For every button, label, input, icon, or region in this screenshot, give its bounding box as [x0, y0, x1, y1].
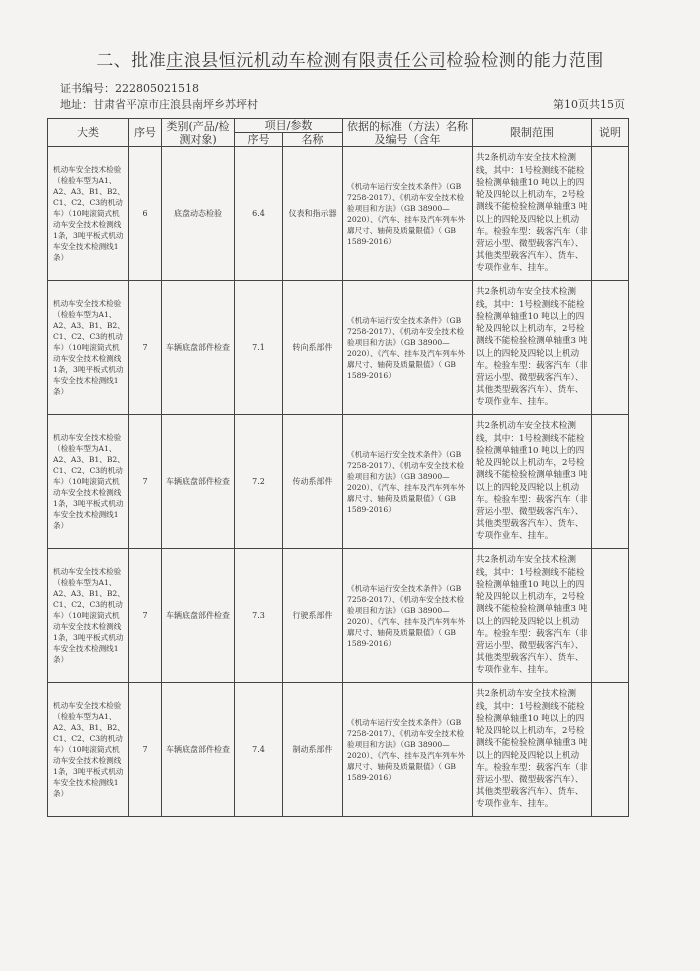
addr-value: 甘肃省平凉市庄浪县南坪乡苏坪村 [93, 98, 258, 111]
cell-type: 车辆底盘部件检查 [162, 415, 235, 549]
cell-seq: 7 [129, 415, 162, 549]
header-seq: 序号 [129, 119, 162, 147]
header-note: 说明 [592, 119, 629, 147]
title-org: 庄浪县恒沅机动车检测有限责任公司 [166, 51, 447, 71]
cell-code: 7.3 [235, 549, 283, 683]
cell-code: 6.4 [235, 147, 283, 281]
cell-note [592, 415, 629, 549]
cell-type: 车辆底盘部件检查 [162, 281, 235, 415]
header-category: 大类 [48, 119, 129, 147]
cell-limit: 共2条机动车安全技术检测线，其中：1号检测线不能检验检测单轴重10 吨以上的四轮及四轮以上机动车，2号检测线不能检验检测单轴重3 吨以上的四轮及四轮以上机动车。检验车型：载客汽车（非营运小型、微型载客汽车）、其他类型载客汽车）、货车、专项作业车、挂车。 [473, 683, 592, 817]
cell-code: 7.2 [235, 415, 283, 549]
cell-item: 传动系部件 [283, 415, 343, 549]
header-item-group: 项目/参数 [235, 119, 343, 133]
cell-standard: 《机动车运行安全技术条件》（GB 7258-2017）、《机动车安全技术检验项目和方法》（GB 38900—2020）、《汽车、挂车及汽车列车外廓尺寸、轴荷及质量限值》（ GB 1589-2016） [343, 549, 473, 683]
cell-category: 机动车安全技术检验（检验车型为A1、A2、A3、B1、B2、C1、C2、C3的机动车）（10吨滚筒式机动车安全技术检测线1条，3吨平板式机动车安全技术检测线1条） [48, 683, 129, 817]
page-title [0, 46, 700, 71]
table-row [48, 549, 629, 683]
cell-category: 机动车安全技术检验（检验车型为A1、A2、A3、B1、B2、C1、C2、C3的机动车）（10吨滚筒式机动车安全技术检测线1条，3吨平板式机动车安全技术检测线1条） [48, 415, 129, 549]
addr-label: 地址： [60, 98, 93, 111]
cell-category: 机动车安全技术检验（检验车型为A1、A2、A3、B1、B2、C1、C2、C3的机动车）（10吨滚筒式机动车安全技术检测线1条，3吨平板式机动车安全技术检测线1条） [48, 281, 129, 415]
cell-category: 机动车安全技术检验（检验车型为A1、A2、A3、B1、B2、C1、C2、C3的机动车）（10吨滚筒式机动车安全技术检测线1条，3吨平板式机动车安全技术检测线1条） [48, 147, 129, 281]
cell-limit: 共2条机动车安全技术检测线，其中：1号检测线不能检验检测单轴重10 吨以上的四轮及四轮以上机动车，2号检测线不能检验检测单轴重3 吨以上的四轮及四轮以上机动车。检验车型：载客汽车（非营运小型、微型载客汽车）、其他类型载客汽车）、货车、专项作业车、挂车。 [473, 415, 592, 549]
table-row [48, 281, 629, 415]
cell-standard: 《机动车运行安全技术条件》（GB 7258-2017）、《机动车安全技术检验项目和方法》（GB 38900—2020）、《汽车、挂车及汽车列车外廓尺寸、轴荷及质量限值》（ GB 1589-2016） [343, 281, 473, 415]
cell-code: 7.1 [235, 281, 283, 415]
table-row [48, 415, 629, 549]
cell-item: 行驶系部件 [283, 549, 343, 683]
table-row [48, 683, 629, 817]
cell-standard: 《机动车运行安全技术条件》（GB 7258-2017）、《机动车安全技术检验项目和方法》（GB 38900—2020）、《汽车、挂车及汽车列车外廓尺寸、轴荷及质量限值》（ GB 1589-2016） [343, 683, 473, 817]
cell-item: 转向系部件 [283, 281, 343, 415]
cell-type: 车辆底盘部件检查 [162, 683, 235, 817]
scope-table [47, 118, 629, 817]
page-number: 第10页共15页 [553, 98, 625, 111]
cell-seq: 7 [129, 281, 162, 415]
cell-standard: 《机动车运行安全技术条件》（GB 7258-2017）、《机动车安全技术检验项目和方法》（GB 38900—2020）、《汽车、挂车及汽车列车外廓尺寸、轴荷及质量限值》（ GB 1589-2016） [343, 147, 473, 281]
certificate-number [60, 80, 199, 96]
cell-item: 制动系部件 [283, 683, 343, 817]
cert-label: 证书编号： [60, 82, 115, 95]
cell-type: 底盘动态检验 [162, 147, 235, 281]
cell-category: 机动车安全技术检验（检验车型为A1、A2、A3、B1、B2、C1、C2、C3的机动车）（10吨滚筒式机动车安全技术检测线1条，3吨平板式机动车安全技术检测线1条） [48, 549, 129, 683]
cell-type: 车辆底盘部件检查 [162, 549, 235, 683]
cell-seq: 6 [129, 147, 162, 281]
title-suffix: 检验检测的能力范围 [446, 51, 604, 71]
cell-limit: 共2条机动车安全技术检测线，其中：1号检测线不能检验检测单轴重10 吨以上的四轮及四轮以上机动车，2号检测线不能检验检测单轴重3 吨以上的四轮及四轮以上机动车。检验车型：载客汽车（非营运小型、微型载客汽车）、其他类型载客汽车）、货车、专项作业车、挂车。 [473, 147, 592, 281]
cell-note [592, 281, 629, 415]
cell-note [592, 683, 629, 817]
header-item-seq: 序号 [235, 133, 283, 147]
header-limit: 限制范围 [473, 119, 592, 147]
cell-seq: 7 [129, 549, 162, 683]
table-row [48, 147, 629, 281]
cell-limit: 共2条机动车安全技术检测线，其中：1号检测线不能检验检测单轴重10 吨以上的四轮及四轮以上机动车，2号检测线不能检验检测单轴重3 吨以上的四轮及四轮以上机动车。检验车型：载客汽车（非营运小型、微型载客汽车）、其他类型载客汽车）、货车、专项作业车、挂车。 [473, 281, 592, 415]
cell-item: 仪表和指示器 [283, 147, 343, 281]
cell-seq: 7 [129, 683, 162, 817]
header-type: 类别(产品/检测对象) [162, 119, 235, 147]
cell-standard: 《机动车运行安全技术条件》（GB 7258-2017）、《机动车安全技术检验项目和方法》（GB 38900—2020）、《汽车、挂车及汽车列车外廓尺寸、轴荷及质量限值》（ GB 1589-2016） [343, 415, 473, 549]
cell-limit: 共2条机动车安全技术检测线，其中：1号检测线不能检验检测单轴重10 吨以上的四轮及四轮以上机动车，2号检测线不能检验检测单轴重3 吨以上的四轮及四轮以上机动车。检验车型：载客汽车（非营运小型、微型载客汽车）、其他类型载客汽车）、货车、专项作业车、挂车。 [473, 549, 592, 683]
cell-note [592, 549, 629, 683]
cert-value: 222805021518 [115, 82, 199, 95]
header-item-name: 名称 [283, 133, 343, 147]
cell-note [592, 147, 629, 281]
cell-code: 7.4 [235, 683, 283, 817]
header-standard: 依据的标准（方法）名称及编号（含年 [343, 119, 473, 147]
address [60, 96, 258, 112]
title-prefix: 二、批准 [96, 51, 167, 71]
